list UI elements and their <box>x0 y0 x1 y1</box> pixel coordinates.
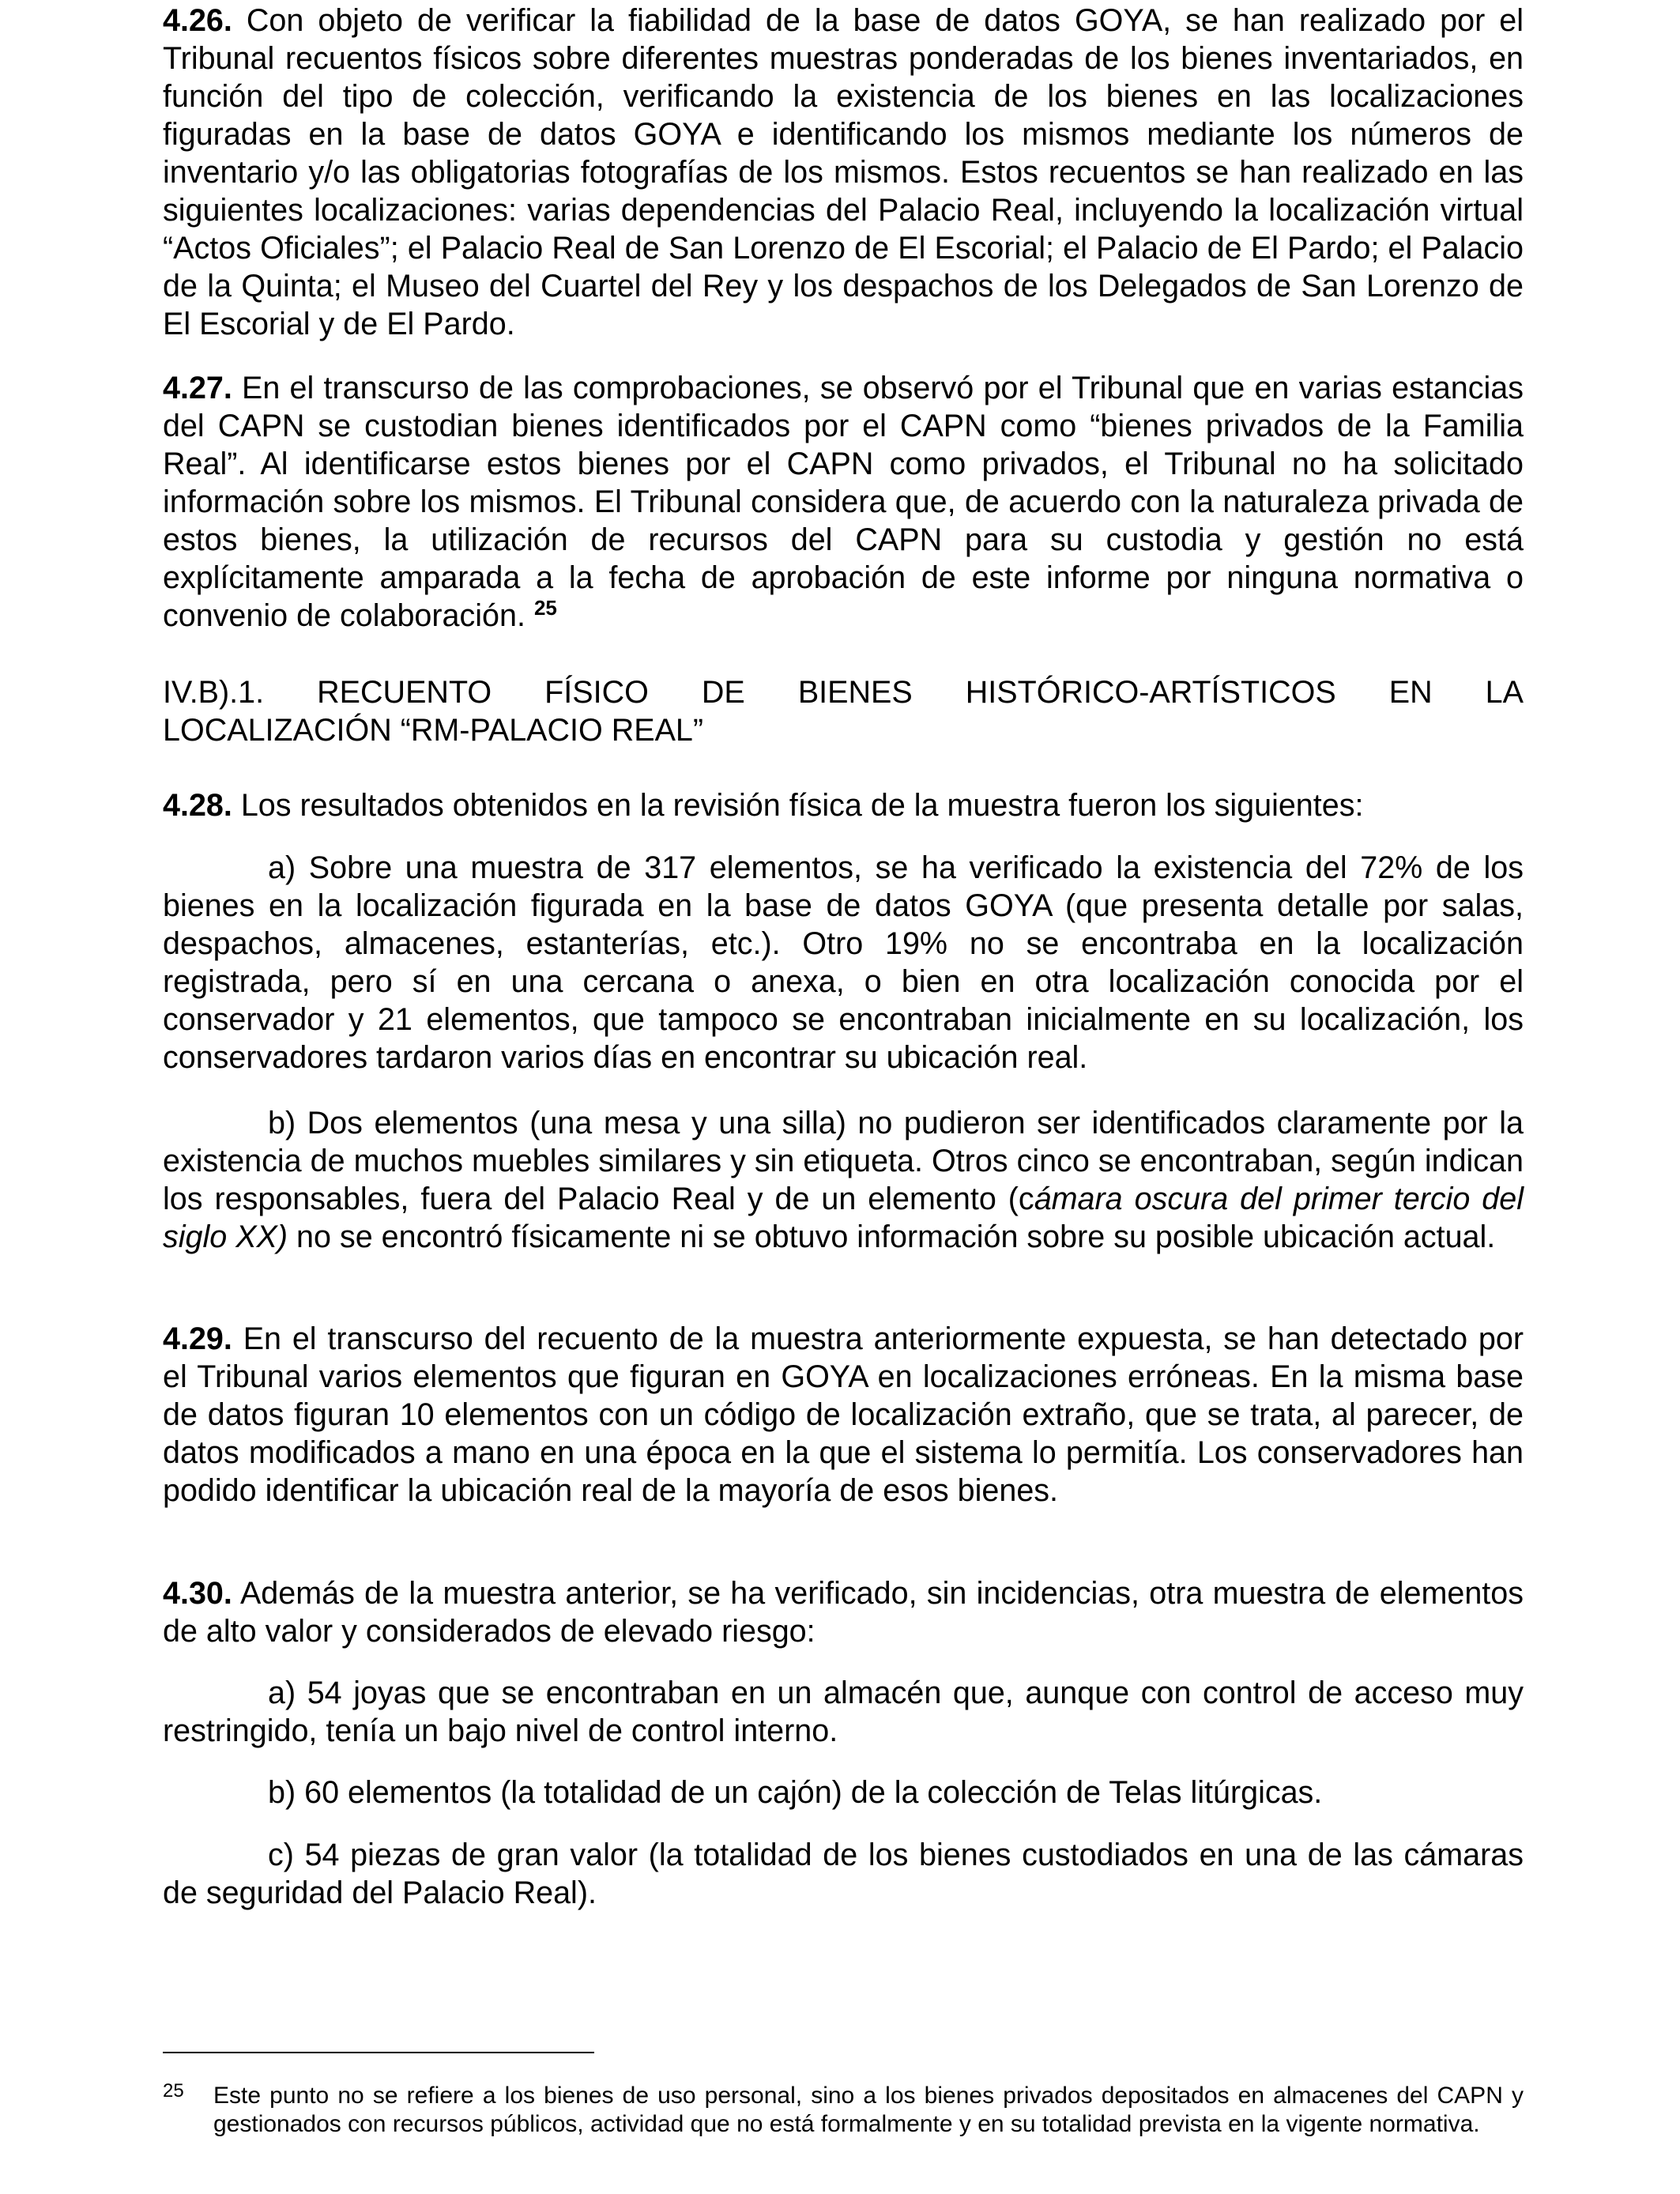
paragraph-number: 4.28. <box>163 788 232 823</box>
paragraph-text: Con objeto de verificar la fiabilidad de la base de datos GOYA, se han realizado por el Tribunal recuentos físicos sobre diferentes muestras ponderadas de los bienes inventariados, en función del tipo de colección, verificando la existencia de los bienes en las localizaciones figuradas en la base de datos GOYA e identificando los mismos mediante los números de inventario y/o las obligatorias fotografías de los mismos. Estos recuentos se han realizado en las siguientes localizaciones: varias dependencias del Palacio Real, incluyendo la localización virtual “Actos Oficiales”; el Palacio Real de San Lorenzo de El Escorial; el Palacio de El Pardo; el Palacio de la Quinta; el Museo del Cuartel del Rey y los despachos de los Delegados de San Lorenzo de El Escorial y de El Pardo. <box>163 3 1524 341</box>
footnote-text: Este punto no se refiere a los bienes de uso personal, sino a los bienes privados depositados en almacenes del CAPN y gestionados con recursos públicos, actividad que no está formalmente y en su totalidad prevista en la vigente normativa. <box>213 2083 1524 2137</box>
paragraph-4-27 <box>163 369 1524 635</box>
footnote-separator <box>163 2052 594 2053</box>
list-item-b: b) 60 elementos (la totalidad de un cajón) de la colección de Telas litúrgicas. <box>268 1775 1323 1810</box>
section-heading-line-2: LOCALIZACIÓN “RM-PALACIO REAL” <box>163 713 704 748</box>
paragraph-text: En el transcurso del recuento de la muestra anteriormente expuesta, se han detectado por el Tribunal varios elementos que figuran en GOYA en localizaciones erróneas. En la misma base de datos figuran 10 elementos con un código de localización extraño, que se trata, al parecer, de datos modificados a mano en una época en la que el sistema lo permitía. Los conservadores han podido identificar la ubicación real de la mayoría de esos bienes. <box>163 1321 1524 1508</box>
list-item-c: c) 54 piezas de gran valor (la totalidad de los bienes custodiados en una de las cámaras de seguridad del Palacio Real). <box>163 1838 1524 1910</box>
list-item-b <box>163 1104 1524 1256</box>
section-heading <box>163 673 1524 749</box>
footnote <box>163 2082 1524 2139</box>
paragraph-text: Los resultados obtenidos en la revisión física de la muestra fueron los siguientes: <box>232 788 1364 823</box>
paragraph-number: 4.26. <box>163 3 232 38</box>
paragraph-4-26 <box>163 2 1524 343</box>
paragraph-number: 4.30. <box>163 1576 232 1611</box>
paragraph-4-30 <box>163 1574 1524 1650</box>
list-item-a: a) 54 joyas que se encontraban en un almacén que, aunque con control de acceso muy restringido, tenía un bajo nivel de control interno. <box>163 1676 1524 1748</box>
paragraph-number: 4.27. <box>163 371 232 405</box>
list-item-text: b) Dos elementos (una mesa y una silla) no pudieron ser identificados claramente por la existencia de muchos muebles similares y sin etiqueta. Otros cinco se encontraban, según indican los responsables, fuera del Palacio Real y de un elemento (c <box>163 1106 1524 1216</box>
paragraph-text: En el transcurso de las comprobaciones, se observó por el Tribunal que en varias estancias del CAPN se custodian bienes identificados por el CAPN como “bienes privados de la Familia Real”. Al identificarse estos bienes por el CAPN como privados, el Tribunal no ha solicitado información sobre los mismos. El Tribunal considera que, de acuerdo con la naturaleza privada de estos bienes, la utilización de recursos del CAPN para su custodia y gestión no está explícitamente amparada a la fecha de aprobación de este informe por ninguna normativa o convenio de colaboración. <box>163 371 1524 633</box>
paragraph-text: Además de la muestra anterior, se ha verificado, sin incidencias, otra muestra de elementos de alto valor y considerados de elevado riesgo: <box>163 1576 1524 1649</box>
paragraph-4-29 <box>163 1320 1524 1510</box>
list-item-text: no se encontró físicamente ni se obtuvo información sobre su posible ubicación actual. <box>288 1220 1496 1254</box>
italic-text: ámara oscura del primer tercio del siglo XX) <box>163 1182 1524 1254</box>
section-heading-line-1: IV.B).1. RECUENTO FÍSICO DE BIENES HISTÓRICO-ARTÍSTICOS EN LA <box>163 675 1524 710</box>
paragraph-4-28 <box>163 786 1524 824</box>
footnote-reference: 25 <box>533 596 557 620</box>
footnote-mark: 25 <box>163 2080 184 2102</box>
paragraph-number: 4.29. <box>163 1321 232 1356</box>
list-item-a: a) Sobre una muestra de 317 elementos, se ha verificado la existencia del 72% de los bienes en la localización figurada en la base de datos GOYA (que presenta detalle por salas, despachos, almacenes, estanterías, etc.). Otro 19% no se encontraba en la localización registrada, pero sí en una cercana o anexa, o bien en otra localización conocida por el conservador y 21 elementos, que tampoco se encontraban inicialmente en su localización, los conservadores tardaron varios días en encontrar su ubicación real. <box>163 850 1524 1075</box>
